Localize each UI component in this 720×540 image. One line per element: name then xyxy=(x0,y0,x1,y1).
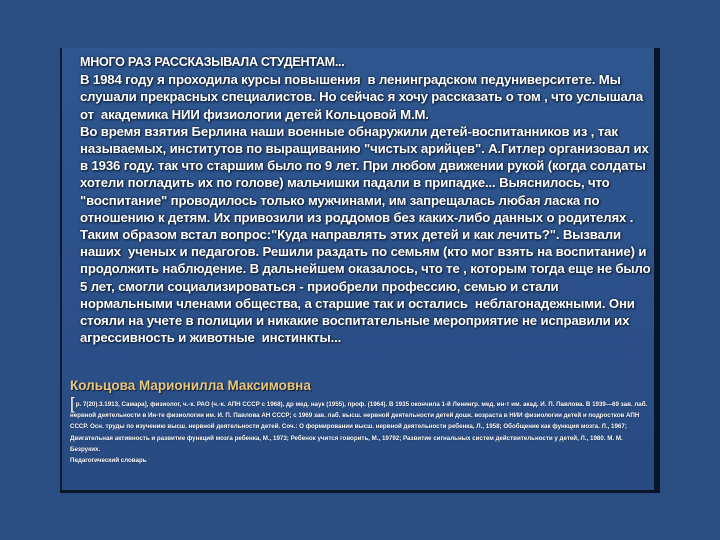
biography-entry xyxy=(70,394,654,466)
story-paragraph-main: Во время взятия Берлина наши военные обнаружили детей-воспитанников из , так называемых, институтов по выращиванию "чистых арийцев". А.Гитлер организовал их в 1936 году. так что старшим было по 9 лет. При любом движении рукой (когда солдаты хотели погладить их по голове) мальчишки падали в припадке... Выяснилось, что "воспитание" проводилось только мужчинами, им запрещалась любая ласка по отношению к детям. Их привозили из роддомов без каких-либо данных о родителях . Таким образом встал вопрос:"Куда направлять этих детей и как лечить?". Вызвали наших ученых и педагогов. Решили раздать по семьям (кто мог взять на воспитание) и продолжить наблюдение. В дальнейшем оказалось, что те , которым тогда еще не было 5 лет, смогли социализироваться - приобрели профессию, семью и стали нормальными членами общества, а старшие так и остались неблагонадежными. Они стояли на учете в полиции и никакие воспитательные мероприятие не исправили их агрессивность и животные инстинкты... xyxy=(80,123,654,346)
biography-text: р. 7(20).3.1913, Самара], физиолог, ч.-к. РАО (ч.-к. АПН СССР с 1968), др мед. наук (1955), проф. (1964). В 1935 окончила 1-й Ленингр. мед. ин-т им. акад. И. П. Павлова. В 1939—69 зав. лаб. нервной деятельности в Ин-те физиологии им. И. П. Павлова АН СССР; с 1969 зав. лаб. высш. нервной деятельности детей дошк. возраста в НИИ физиологии детей и подростков АПН СССР. Осн. труды по изучению высш. нервной деятельности детей. Соч.: О формировании высш. нервной деятельности ребенка, Л., 1958; Обобщение как функция мозга. Л., 1967; Двигательная активность и развитие функций мозга ребенка, М., 1973; Ребенок учится говорить, М., 19792; Развитие сигнальных систем действительности у детей, Л., 1980. М. М. Безруких. xyxy=(70,401,648,453)
biography-source: Педагогический словарь xyxy=(70,457,147,465)
story-paragraph-intro: В 1984 году я проходила курсы повышения в ленинградском педуниверситете. Мы слушали прекрасных специалистов. Но сейчас я хочу рассказать о том , что услышала от академика НИИ физиологии детей Кольцовой М.М. xyxy=(80,72,647,122)
bio-open-bracket: [ xyxy=(70,394,75,413)
story-heading: МНОГО РАЗ РАССКАЗЫВАЛА СТУДЕНТАМ... xyxy=(80,55,345,69)
biography-name: Кольцова Марионилла Максимовна xyxy=(70,378,311,393)
slide-panel xyxy=(60,48,660,492)
story-text xyxy=(80,54,652,346)
